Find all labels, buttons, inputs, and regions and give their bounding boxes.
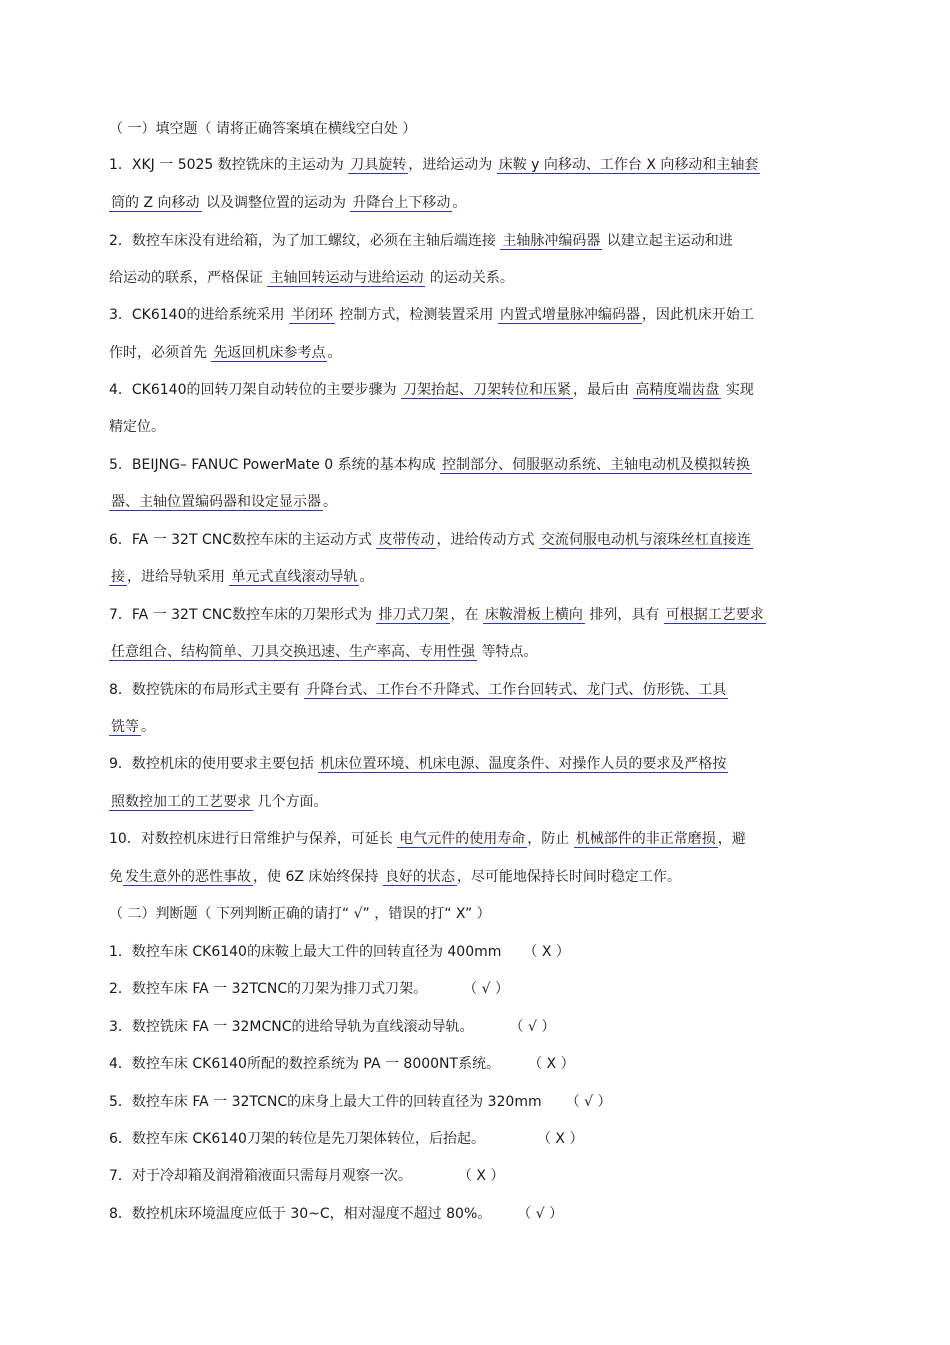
judgement-item: [109, 1090, 844, 1114]
judgement-statement: 3．数控铣床 FA 一 32MCNC的进给导轨为直线滚动导轨。: [109, 1019, 474, 1035]
q1-answer-2-cont: 筒的 Z 向移动: [111, 195, 200, 211]
q2-text-a: 2．数控车床没有进给箱，为了加工螺纹，必须在主轴后端连接: [109, 233, 501, 249]
q4-answer-2: 高精度端齿盘: [635, 382, 720, 398]
judgement-answer: （ √ ）: [565, 1094, 612, 1110]
q4-text-e: 实现: [721, 382, 754, 398]
question-2-line-1: [109, 229, 844, 253]
q2-text-c: 以建立起主运动和进: [602, 233, 733, 249]
q7-answer-2: 床鞍滑板上横向: [484, 607, 583, 623]
q2-answer-1: 主轴脉冲编码器: [502, 233, 601, 249]
q10-text-a: 10．对数控机床进行日常维护与保养，可延长: [109, 831, 398, 847]
q7-answer-3: 可根据工艺要求: [665, 607, 764, 623]
question-7-line-1: [109, 603, 844, 627]
judgement-statement: 7．对于冷却箱及润滑箱液面只需每月观察一次。: [109, 1168, 412, 1184]
section-2-title: （ 二）判断题（ 下列判断正确的请打“ √” ，错误的打“ X” ）: [109, 906, 491, 922]
question-10-line-1: [109, 827, 844, 851]
judgement-item: [109, 940, 844, 964]
q1-answer-1: 刀具旋转: [350, 157, 407, 173]
q8-answer-1-cont: 铣等: [111, 719, 139, 735]
q1-answer-3: 升降台上下移动: [352, 195, 451, 211]
judgement-statement: 1．数控车床 CK6140的床鞍上最大工件的回转直径为 400mm: [109, 944, 502, 960]
q7-text-a: 7．FA 一 32T CNC数控车床的刀架形式为: [109, 607, 377, 623]
q3-text-e: ，因此机床开始工: [641, 307, 754, 323]
q7-text-h: 等特点。: [477, 644, 538, 660]
question-4-line-1: [109, 378, 844, 402]
q5-answer-1-cont: 器、主轴位置编码器和设定显示器: [111, 494, 321, 510]
judgement-item: [109, 1164, 844, 1188]
q10-text-f: 免: [109, 869, 123, 885]
q1-text-f: 以及调整位置的运动为: [201, 195, 351, 211]
question-5-line-1: [109, 453, 844, 477]
judgement-answer: （ √ ）: [509, 1019, 556, 1035]
judgement-item: [109, 1015, 844, 1039]
q3-text-h: 。: [327, 345, 342, 361]
q7-text-e: 排列，具有: [584, 607, 664, 623]
q3-answer-2: 内置式增量脉冲编码器: [499, 307, 640, 323]
judgement-answer: （ √ ）: [517, 1206, 564, 1222]
q9-text-d: 几个方面。: [253, 794, 328, 810]
q4-text-c: ，最后由: [572, 382, 634, 398]
q10-answer-3: 发生意外的恶性事故: [125, 869, 251, 885]
judgement-statement: 2．数控车床 FA 一 32TCNC的刀架为排刀式刀架。: [109, 981, 428, 997]
judgement-answer: （ X ）: [528, 1056, 575, 1072]
question-4-line-2: [109, 415, 844, 439]
judgement-statement: 4．数控车床 CK6140所配的数控系统为 PA 一 8000NT系统。: [109, 1056, 501, 1072]
q8-text-d: 。: [141, 719, 155, 735]
q9-answer-1-cont: 照数控加工的工艺要求: [111, 794, 251, 810]
judgement-statement: 8．数控机床环境温度应低于 30~C，相对湿度不超过 80%。: [109, 1206, 492, 1222]
question-9-line-1: [109, 752, 844, 776]
q10-text-h: ，使 6Z 床始终保持: [253, 869, 383, 885]
q1-text-h: 。: [452, 195, 467, 211]
q5-text-a: 5．BEIJNG– FANUC PowerMate 0 系统的基本构成: [109, 457, 441, 473]
q5-text-d: 。: [323, 494, 337, 510]
q4-text-a: 4．CK6140的回转刀架自动转位的主要步骤为: [109, 382, 401, 398]
q6-text-h: 。: [359, 569, 374, 585]
question-6-line-1: [109, 528, 844, 552]
judgement-item: [109, 1202, 844, 1226]
question-3-line-1: [109, 303, 844, 327]
q3-answer-3: 先返回机床参考点: [213, 345, 326, 361]
q6-text-f: ，进给导轨采用: [127, 569, 230, 585]
question-10-line-2: [109, 865, 844, 889]
question-2-line-2: [109, 266, 844, 290]
q6-answer-1: 皮带传动: [378, 532, 435, 548]
judgement-item: [109, 977, 844, 1001]
q10-answer-1: 电气元件的使用寿命: [399, 831, 526, 847]
q1-answer-2: 床鞍 y 向移动、工作台 X 向移动和主轴套: [498, 157, 759, 173]
q10-text-j: ，尽可能地保持长时间时稳定工作。: [456, 869, 681, 885]
q7-answer-3-cont: 任意组合、结构简单、刀具交换迅速、生产率高、专用性强: [111, 644, 475, 660]
section-1-title: （ 一）填空题（ 请将正确答案填在横线空白处 ）: [109, 121, 417, 137]
question-3-line-2: [109, 341, 844, 365]
q3-text-a: 3．CK6140的进给系统采用: [109, 307, 289, 323]
question-6-line-2: [109, 565, 844, 589]
q6-text-a: 6．FA 一 32T CNC数控车床的主运动方式: [109, 532, 377, 548]
q8-answer-1: 升降台式、工作台不升降式、工作台回转式、龙门式、仿形铣、工具: [306, 682, 727, 698]
q6-answer-2: 交流伺服电动机与滚珠丝杠直接连: [540, 532, 751, 548]
judgement-item: [109, 1127, 844, 1151]
q4-text-f: 精定位。: [109, 419, 165, 435]
question-8-line-1: [109, 678, 844, 702]
q10-answer-4: 良好的状态: [384, 869, 455, 885]
question-5-line-2: [109, 490, 844, 514]
judgement-item: [109, 1052, 844, 1076]
judgement-statement: 5．数控车床 FA 一 32TCNC的床身上最大工件的回转直径为 320mm: [109, 1094, 542, 1110]
q9-answer-1: 机床位置环境、机床电源、温度条件、对操作人员的要求及严格按: [320, 756, 727, 772]
q6-answer-2-cont: 接: [111, 569, 125, 585]
q8-text-a: 8．数控铣床的布局形式主要有: [109, 682, 305, 698]
question-8-line-2: [109, 715, 844, 739]
q7-text-c: ，在: [450, 607, 483, 623]
q1-text-c: ，进给运动为: [408, 157, 497, 173]
question-9-line-2: [109, 790, 844, 814]
q5-answer-1: 控制部分、伺服驱动系统、主轴电动机及模拟转换: [442, 457, 751, 473]
q7-answer-1: 排刀式刀架: [378, 607, 449, 623]
q6-text-c: ，进给传动方式: [436, 532, 539, 548]
judgement-answer: （ X ）: [523, 944, 570, 960]
q10-text-e: ，避: [717, 831, 746, 847]
question-1-line-2: [109, 191, 844, 215]
q2-answer-2: 主轴回转运动与进给运动: [269, 270, 424, 286]
q10-text-c: ，防止: [527, 831, 574, 847]
q3-answer-1: 半闭环: [290, 307, 333, 323]
q10-answer-2: 机械部件的非正常磨损: [575, 831, 716, 847]
q9-text-a: 9．数控机床的使用要求主要包括: [109, 756, 319, 772]
judgement-answer: （ √ ）: [463, 981, 509, 997]
q1-text-a: 1．XKJ 一 5025 数控铣床的主运动为: [109, 157, 349, 173]
judgement-statement: 6．数控车床 CK6140刀架的转位是先刀架体转位，后抬起。: [109, 1131, 485, 1147]
q3-text-f: 作时，必须首先: [109, 345, 212, 361]
question-7-line-2: [109, 640, 844, 664]
judgement-answer: （ X ）: [457, 1168, 505, 1184]
q3-text-c: 控制方式，检测装置采用: [334, 307, 498, 323]
q4-answer-1: 刀架抬起、刀架转位和压紧: [402, 382, 571, 398]
q6-answer-3: 单元式直线滚动导轨: [231, 569, 358, 585]
q2-text-f: 的运动关系。: [425, 270, 514, 286]
question-1-line-1: [109, 153, 844, 177]
judgement-answer: （ X ）: [536, 1131, 584, 1147]
q2-text-d: 给运动的联系，严格保证: [109, 270, 268, 286]
